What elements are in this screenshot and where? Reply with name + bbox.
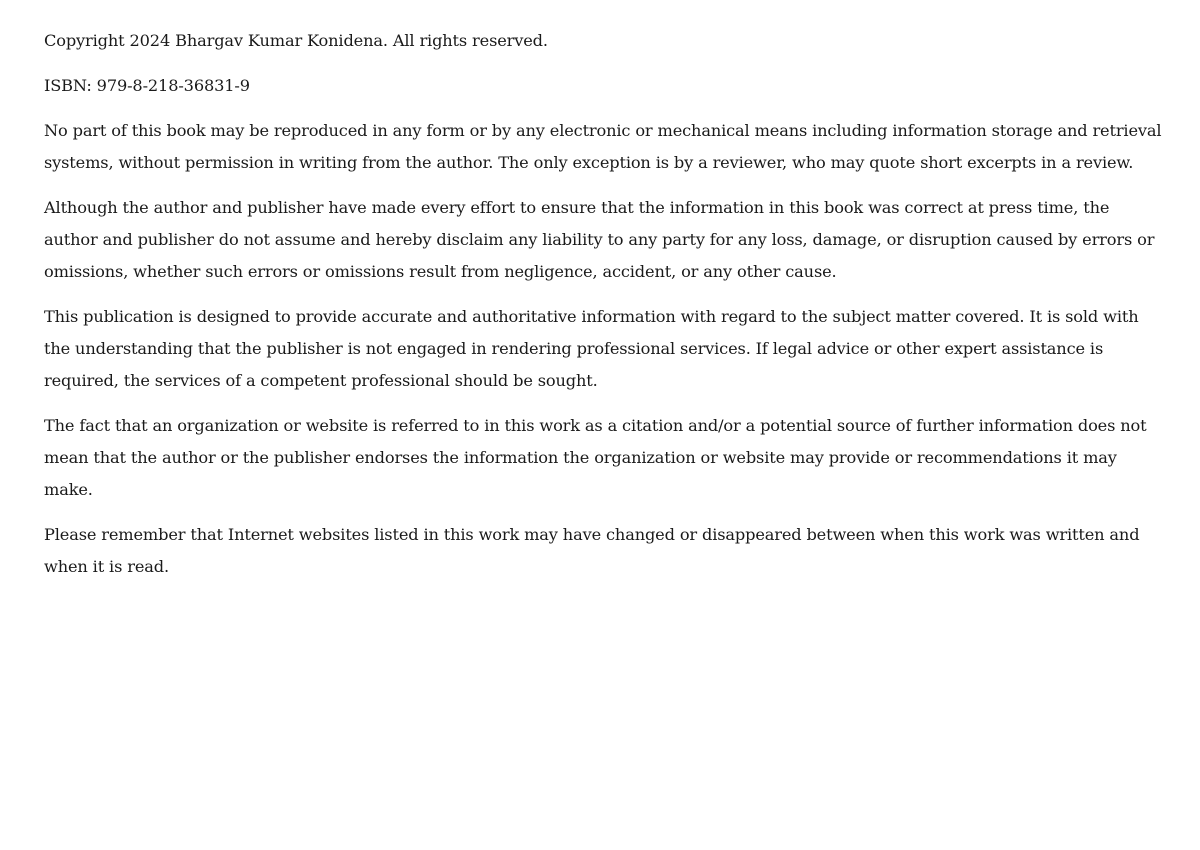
reproduction-notice: No part of this book may be reproduced in any form or by any electronic or mechanical means including information storage and retrieval systems, without permission in writing from the author. The only exception is by a reviewer, who may quote short excerpts in a review. <box>44 121 1162 172</box>
liability-disclaimer: Although the author and publisher have made every effort to ensure that the information in this book was correct at press time, the author and publisher do not assume and hereby disclaim any liability to any party for any loss, damage, or disruption caused by errors or omissions, whether such errors or omissions result from negligence, accident, or any other cause. <box>44 198 1155 281</box>
isbn-line: ISBN: 979-8-218-36831-9 <box>44 76 250 95</box>
copyright-page <box>44 25 1162 596</box>
website-notice: Please remember that Internet websites listed in this work may have changed or disappeared between when this work was written and when it is read. <box>44 525 1140 576</box>
copyright-notice: Copyright 2024 Bhargav Kumar Konidena. All rights reserved. <box>44 31 548 50</box>
citation-disclaimer: The fact that an organization or website is referred to in this work as a citation and/or a potential source of further information does not mean that the author or the publisher endorses the information the organization or website may provide or recommendations it may make. <box>44 416 1147 499</box>
professional-services-disclaimer: This publication is designed to provide accurate and authoritative information with regard to the subject matter covered. It is sold with the understanding that the publisher is not engaged in rendering professional services. If legal advice or other expert assistance is required, the services of a competent professional should be sought. <box>44 307 1139 390</box>
